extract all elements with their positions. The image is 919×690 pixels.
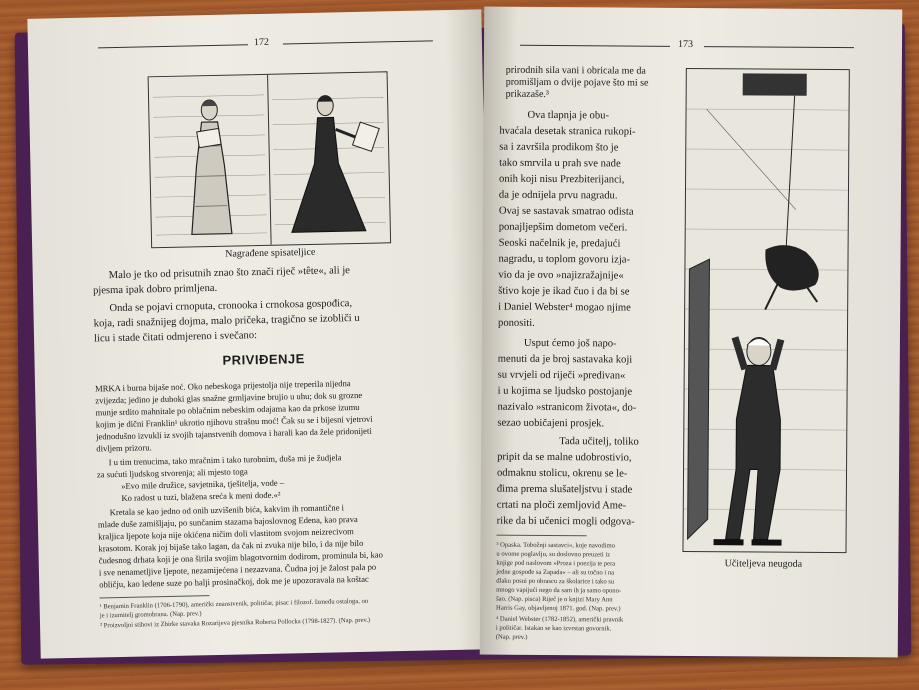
text-line: odmaknu stolicu, okrenu se le- xyxy=(496,467,628,480)
left-page xyxy=(27,9,494,658)
text-line: su vrvjeli od riječi »predivan« xyxy=(497,369,626,382)
text-line: Ovaj se sastavak smatrao odista xyxy=(498,205,634,218)
footnote: jedne gospođe sa Zapada« – ali su točno i na xyxy=(496,568,615,577)
illustration-teacher xyxy=(682,68,849,553)
footnote: mnogo vapijući nego da sam ih ja samo opono- xyxy=(496,586,622,595)
figure-caption-right: Učiteljeva neugoda xyxy=(724,558,803,570)
illustration-writers xyxy=(148,71,392,248)
footnote: u ovome poglavlju, su doslovno preuzeti iz xyxy=(496,550,611,559)
footnote-rule xyxy=(99,595,209,598)
text-line: onih koji nisu Prezbiterijanci, xyxy=(499,173,625,186)
footnote: i političar. Istakao se kao izvrstan govornik. xyxy=(495,624,612,633)
text-line: đima prema slušateljstvu i stade xyxy=(496,483,633,496)
paragraph-line: Malo je tko od prisutnih znao što znači riječ »tête«, ali je xyxy=(108,265,351,282)
page-number-left: 172 xyxy=(253,36,270,49)
text-line: prikazaše.³ xyxy=(505,88,549,101)
section-title: PRIVIĐENJE xyxy=(222,351,305,368)
footnote: šao. (Nap. pisca) Riječ je o knjizi Mary Ann xyxy=(496,595,613,604)
text-line: prirodnih sila vani i obricala me da xyxy=(505,64,646,77)
story-line: i sve nenametljive ljepote, nezamijećena i nezazvana. Čudna joj je žalost pala po xyxy=(98,561,377,578)
header-rule-right xyxy=(283,40,433,44)
story-line: divljem prizoru. xyxy=(96,442,152,454)
text-line: promišljam o dvije pojave što mi se xyxy=(505,76,649,89)
story-line: krasotom. Korak joj bijaše tako lagan, da čak ni zvuka nije bilo, i da nije bilo xyxy=(98,537,364,554)
text-line: hvaćala desetak stranica rukopi- xyxy=(499,125,636,138)
footnote: ¹ Benjamin Franklin (1706-1790), američki znanstvenik, političar, pisac i filozof. Između ostaloga, on xyxy=(99,597,369,611)
text-line: Seoski načelnik je, predajući xyxy=(498,237,621,250)
story-line: mlade duše zamišljaju, po sunčanim stazama bajoslovnog Edena, kao prava xyxy=(97,514,358,530)
engraving-two-women xyxy=(149,72,391,247)
paragraph-line: koja, radi snažnijeg dojma, malo pričeka, tragično se izobliči u xyxy=(93,312,360,330)
text-line: Ova tlapnja je obu- xyxy=(527,109,610,122)
footnote: je i izumitelj gromobrana. (Nap. prev.) xyxy=(99,610,202,620)
header-rule-right xyxy=(704,46,854,48)
text-line: i Daniel Webster⁴ mogao njime xyxy=(498,301,631,314)
story-line: zvijezda; jedino je duboki glas snažne grmljavine brujio u uhu; dok su grozne xyxy=(95,389,363,406)
text-line: ponajljepšim dometom večeri. xyxy=(498,221,628,234)
story-line: munje srdito mahnitale po oblačnim nebeskim odajama kao da prkose izumu xyxy=(95,401,360,418)
paragraph-line: licu i stade čitati odmjereno i svečano: xyxy=(93,330,258,345)
text-line: sezao uobičajeni prosjek. xyxy=(497,417,605,430)
footnote: ⁴ Daniel Webster (1782-1852), američki pravnik xyxy=(495,615,624,624)
text-line: vio da je ovo »najizražajnije« xyxy=(498,269,624,282)
footnote: dlaku posni po obrascu za školarice i tako su xyxy=(496,577,615,586)
story-line: Kretala se kao jedno od onih uzvišenih bića, kakvim ih romantične i xyxy=(109,502,345,518)
right-page xyxy=(480,7,903,658)
text-line: crtati na ploči zemljovid Ame- xyxy=(496,499,627,512)
header-rule-left xyxy=(98,44,248,48)
text-line: pripit da se malne udobrostivio, xyxy=(497,451,632,464)
text-line: da je odnijela prvu nagradu. xyxy=(498,189,618,202)
verse-line: Ko radost u tuzi, blažena sreća k meni dođe.«² xyxy=(121,489,281,503)
text-line: sa i završila prodikom što je xyxy=(499,141,619,154)
text-line: nazivalo »stranicom života«, do- xyxy=(497,401,637,414)
header-rule-left xyxy=(520,45,670,47)
story-line: čudesnog drhata koji je ona širila svojim blagotvornim dodirom, prominula bi, kao xyxy=(98,549,384,566)
text-line: Tada učitelj, toliko xyxy=(559,436,639,448)
footnote: (Nap. prev.) xyxy=(495,633,528,641)
footnote: ³ Opaska. Tobožnji sastavci«, koje navodimo xyxy=(496,541,615,550)
paragraph-line: pjesma ipak dobro primljena. xyxy=(92,282,218,297)
story-line: obličju, kao ledene suze po halji prosinačkoj, dok me je upozoravala na koštac xyxy=(99,573,369,590)
footnote: knjige pod naslovom »Proza i poezija te pera xyxy=(496,559,616,568)
story-line: kojim je dični Franklin¹ ukrotio njihovu strašnu moć! Čak su se i bijesni vjetrovi xyxy=(95,413,373,430)
footnote: ² Proizvoljni stihovi iz Zbirke stavaka Rozarijeva pjesnika Roberta Pollocka (1798-1827). (Nap. prev.) xyxy=(100,616,371,630)
story-line: jednodušno izvukli iz svojih tajanstvenih domova i harali kao da žele pridonijeti xyxy=(96,425,372,442)
figure-caption-left: Nagrađene spisateljice xyxy=(225,246,316,260)
story-line: za sućuti ljudskog stvorenja; ali mjesto toga xyxy=(96,466,248,480)
text-line: Usput ćemo još napo- xyxy=(523,337,617,350)
footnote-rule xyxy=(497,535,587,537)
footnote: Harris Gay, objavljenoj 1871. god. (Nap. prev.) xyxy=(496,604,621,613)
text-line: ponositi. xyxy=(498,317,535,329)
text-line: menuti da je broj sastavaka koji xyxy=(497,353,633,366)
text-line: nagradu, u toplom govoru izja- xyxy=(498,253,631,266)
page-number-right: 173 xyxy=(677,38,694,51)
text-line: štivo koje je ikad čuo i da bi se xyxy=(498,285,630,298)
text-line: i u kojima se ljudsko postojanje xyxy=(497,385,633,398)
paragraph-line: Onda se pojavi crnoputa, cronooka i crnokosa gospođica, xyxy=(109,298,353,315)
engraving-teacher xyxy=(683,69,848,552)
story-line: MRKA i burna bijaše noć. Oko nebeskoga prijestolja nije treperila nijedna xyxy=(94,378,351,394)
text-line: rike da bi učenici mogli odgova- xyxy=(496,515,635,528)
verse-line: »Evo mile družice, savjetnika, tješitelja, vode – xyxy=(121,477,285,491)
story-line: I u tim trenucima, tako mračnim i tako turobnim, duša mi je žudjela xyxy=(108,452,342,468)
story-line: kraljica ljepote koja nije okićena ničim doli vlastitom svojom neizrecivom xyxy=(98,526,354,542)
text-line: tako smrvila u prah sve nade xyxy=(499,157,621,170)
